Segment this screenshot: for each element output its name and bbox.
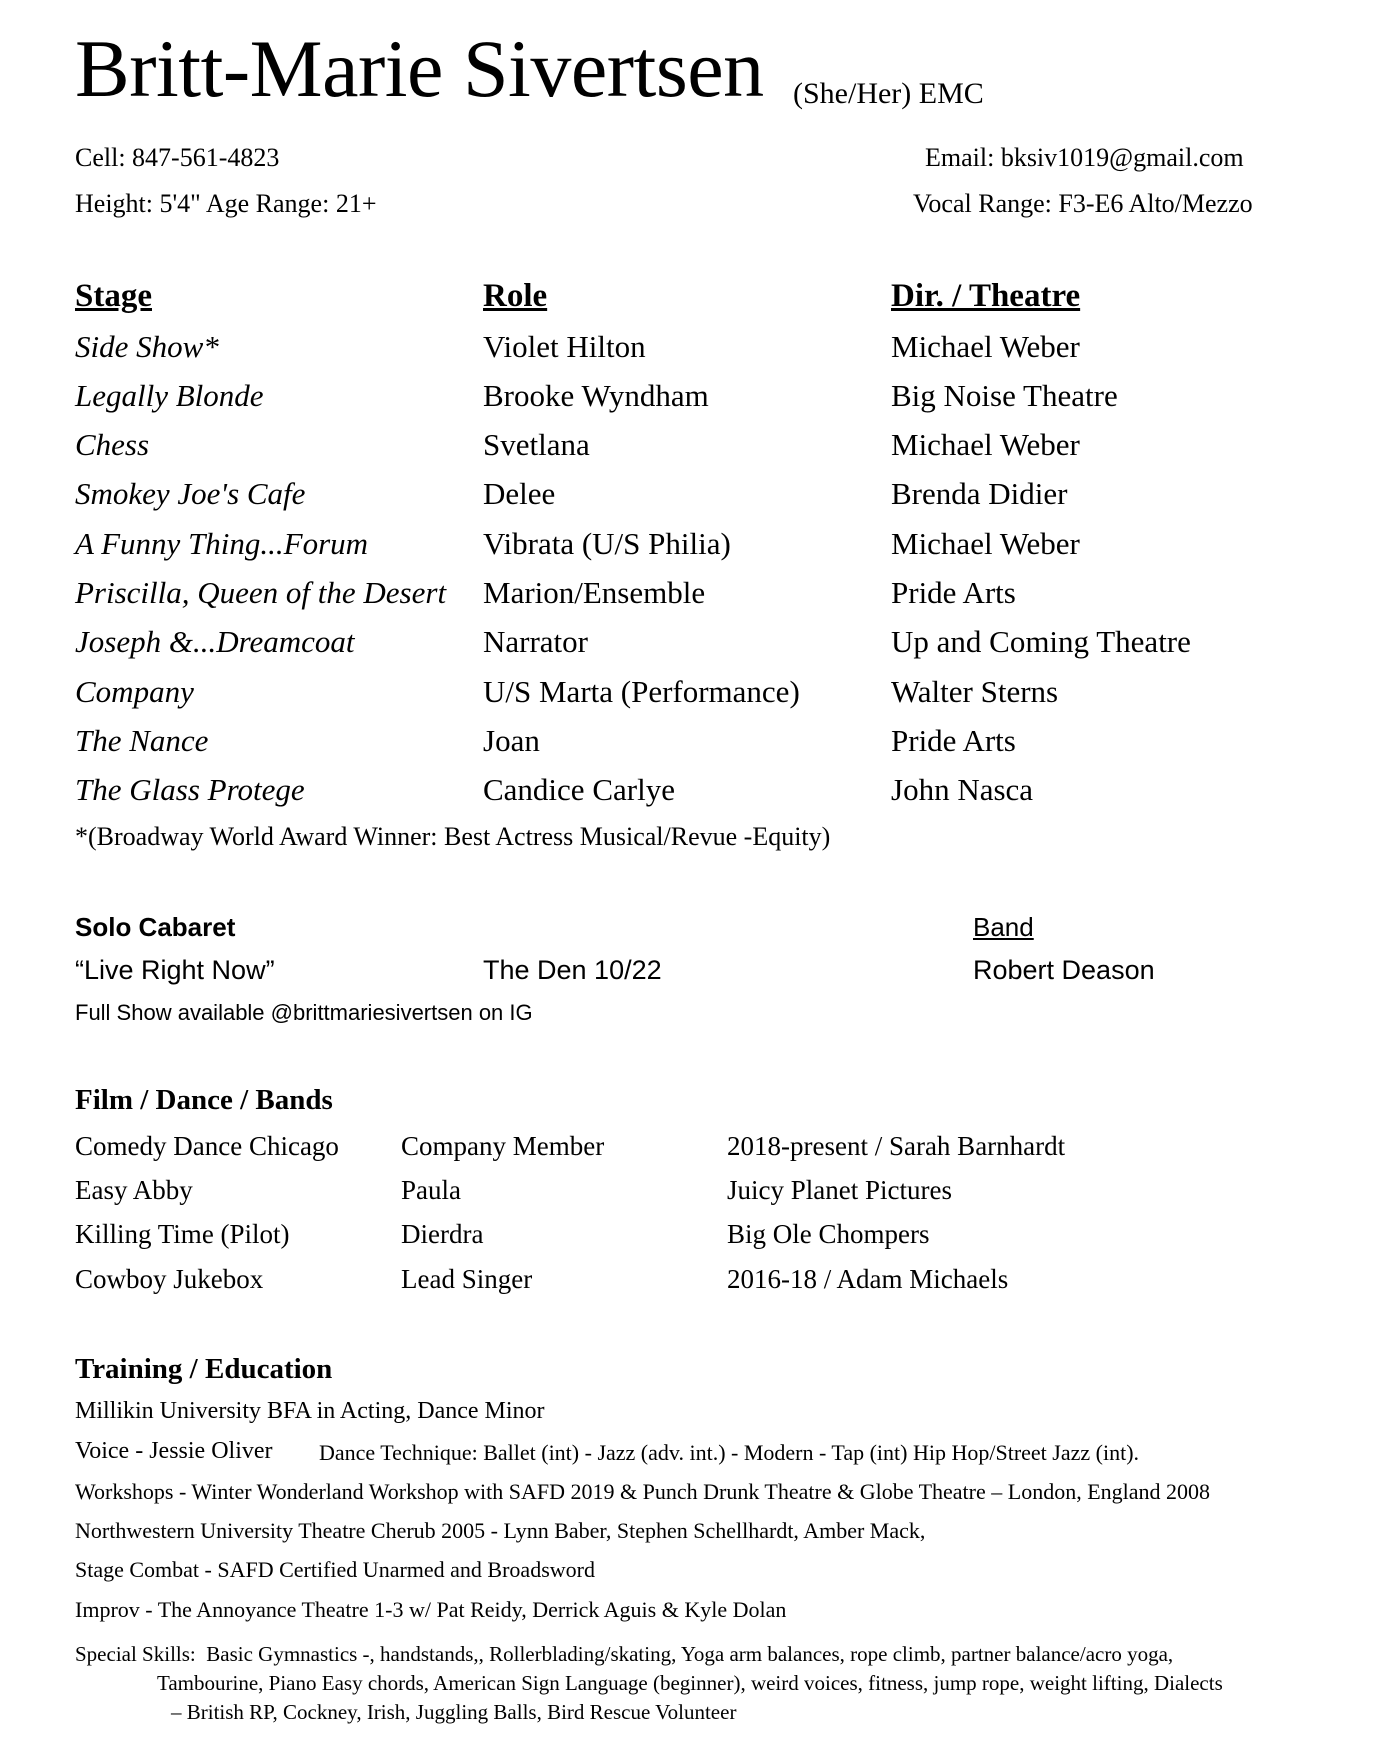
cabaret-band: Robert Deason xyxy=(973,955,1155,985)
training-section-title: Training / Education xyxy=(75,1353,333,1385)
training-voice: Voice - Jessie Oliver xyxy=(75,1438,273,1464)
email-address: Email: bksiv1019@gmail.com xyxy=(925,143,1244,172)
film-section-title: Film / Dance / Bands xyxy=(75,1084,333,1116)
stage-column-header: Stage xyxy=(75,278,152,314)
stage-director-theatre: Michael Weber xyxy=(891,526,1080,561)
training-improv: Improv - The Annoyance Theatre 1-3 w/ Pat Reidy, Derrick Aguis & Kyle Dolan xyxy=(75,1597,787,1622)
film-company: 2018-present / Sarah Barnhardt xyxy=(727,1131,1066,1161)
film-company: Juicy Planet Pictures xyxy=(727,1175,952,1205)
stage-director-theatre: Up and Coming Theatre xyxy=(891,624,1191,659)
film-role: Paula xyxy=(401,1175,461,1205)
training-university: Millikin University BFA in Acting, Dance Minor xyxy=(75,1398,545,1424)
vocal-range: Vocal Range: F3-E6 Alto/Mezzo xyxy=(913,189,1253,218)
stage-role: Svetlana xyxy=(483,427,590,462)
film-role: Company Member xyxy=(401,1131,605,1161)
stage-show-title: Legally Blonde xyxy=(75,378,264,413)
stage-show-title: Company xyxy=(75,674,194,709)
special-skills-line-2: Tambourine, Piano Easy chords, American Sign Language (beginner), weird voices, fitness, jump rope, weight lifting, Dialects xyxy=(157,1671,1223,1695)
stage-show-title: The Glass Protege xyxy=(75,772,305,807)
stage-show-title: Side Show* xyxy=(75,329,219,364)
director-theatre-column-header: Dir. / Theatre xyxy=(891,278,1081,314)
resume-name: Britt-Marie Sivertsen xyxy=(75,23,764,114)
special-skills-line-3: – British RP, Cockney, Irish, Juggling Balls, Bird Rescue Volunteer xyxy=(171,1700,737,1724)
award-footnote: *(Broadway World Award Winner: Best Actress Musical/Revue -Equity) xyxy=(75,822,831,851)
stage-director-theatre: John Nasca xyxy=(891,772,1034,807)
training-northwestern: Northwestern University Theatre Cherub 2005 - Lynn Baber, Stephen Schellhardt, Amber Mack, xyxy=(75,1518,926,1543)
film-role: Lead Singer xyxy=(401,1264,533,1294)
height-age-range: Height: 5'4" Age Range: 21+ xyxy=(75,189,377,218)
film-project: Cowboy Jukebox xyxy=(75,1264,264,1294)
film-role: Dierdra xyxy=(401,1219,484,1249)
stage-director-theatre: Brenda Didier xyxy=(891,476,1068,511)
stage-show-title: Chess xyxy=(75,427,150,462)
cell-phone: Cell: 847-561-4823 xyxy=(75,143,280,172)
stage-director-theatre: Michael Weber xyxy=(891,427,1080,462)
special-skills-line-1: Basic Gymnastics -, handstands,, Rollerblading/skating, Yoga arm balances, rope climb, partner balance/acro yoga, xyxy=(206,1642,1174,1666)
cabaret-note: Full Show available @brittmariesivertsen on IG xyxy=(75,1000,533,1025)
stage-role: U/S Marta (Performance) xyxy=(483,674,800,709)
training-stage-combat: Stage Combat - SAFD Certified Unarmed and Broadsword xyxy=(75,1557,595,1582)
stage-role: Joan xyxy=(483,723,540,758)
role-column-header: Role xyxy=(483,278,548,314)
stage-role: Narrator xyxy=(483,624,588,659)
film-project: Comedy Dance Chicago xyxy=(75,1131,339,1161)
cabaret-venue-date: The Den 10/22 xyxy=(483,955,662,985)
stage-show-title: Joseph &...Dreamcoat xyxy=(75,624,355,659)
stage-role: Marion/Ensemble xyxy=(483,575,706,610)
film-project: Killing Time (Pilot) xyxy=(75,1219,290,1249)
special-skills xyxy=(75,1640,1315,1727)
stage-show-title: A Funny Thing...Forum xyxy=(75,526,369,561)
stage-role: Violet Hilton xyxy=(483,329,646,364)
film-company: Big Ole Chompers xyxy=(727,1219,930,1249)
cabaret-show-title: “Live Right Now” xyxy=(75,955,275,985)
stage-director-theatre: Pride Arts xyxy=(891,575,1016,610)
film-company: 2016-18 / Adam Michaels xyxy=(727,1264,1009,1294)
stage-show-title: The Nance xyxy=(75,723,209,758)
cabaret-section-title: Solo Cabaret xyxy=(75,912,236,942)
stage-director-theatre: Pride Arts xyxy=(891,723,1016,758)
training-dance-technique: Dance Technique: Ballet (int) - Jazz (adv. int.) - Modern - Tap (int) Hip Hop/Street Jazz (int). xyxy=(319,1440,1140,1465)
training-workshops: Workshops - Winter Wonderland Workshop with SAFD 2019 & Punch Drunk Theatre & Globe Theatre – London, England 2008 xyxy=(75,1479,1211,1504)
stage-director-theatre: Big Noise Theatre xyxy=(891,378,1118,413)
stage-role: Delee xyxy=(483,476,556,511)
stage-role: Vibrata (U/S Philia) xyxy=(483,526,731,561)
stage-role: Brooke Wyndham xyxy=(483,378,709,413)
stage-show-title: Priscilla, Queen of the Desert xyxy=(75,575,447,610)
stage-director-theatre: Michael Weber xyxy=(891,329,1080,364)
stage-show-title: Smokey Joe's Cafe xyxy=(75,476,306,511)
pronouns-union: (She/Her) EMC xyxy=(793,77,984,110)
special-skills-label: Special Skills: xyxy=(75,1642,196,1666)
stage-role: Candice Carlye xyxy=(483,772,675,807)
band-column-header: Band xyxy=(973,912,1034,942)
stage-director-theatre: Walter Sterns xyxy=(891,674,1059,709)
film-project: Easy Abby xyxy=(75,1175,193,1205)
